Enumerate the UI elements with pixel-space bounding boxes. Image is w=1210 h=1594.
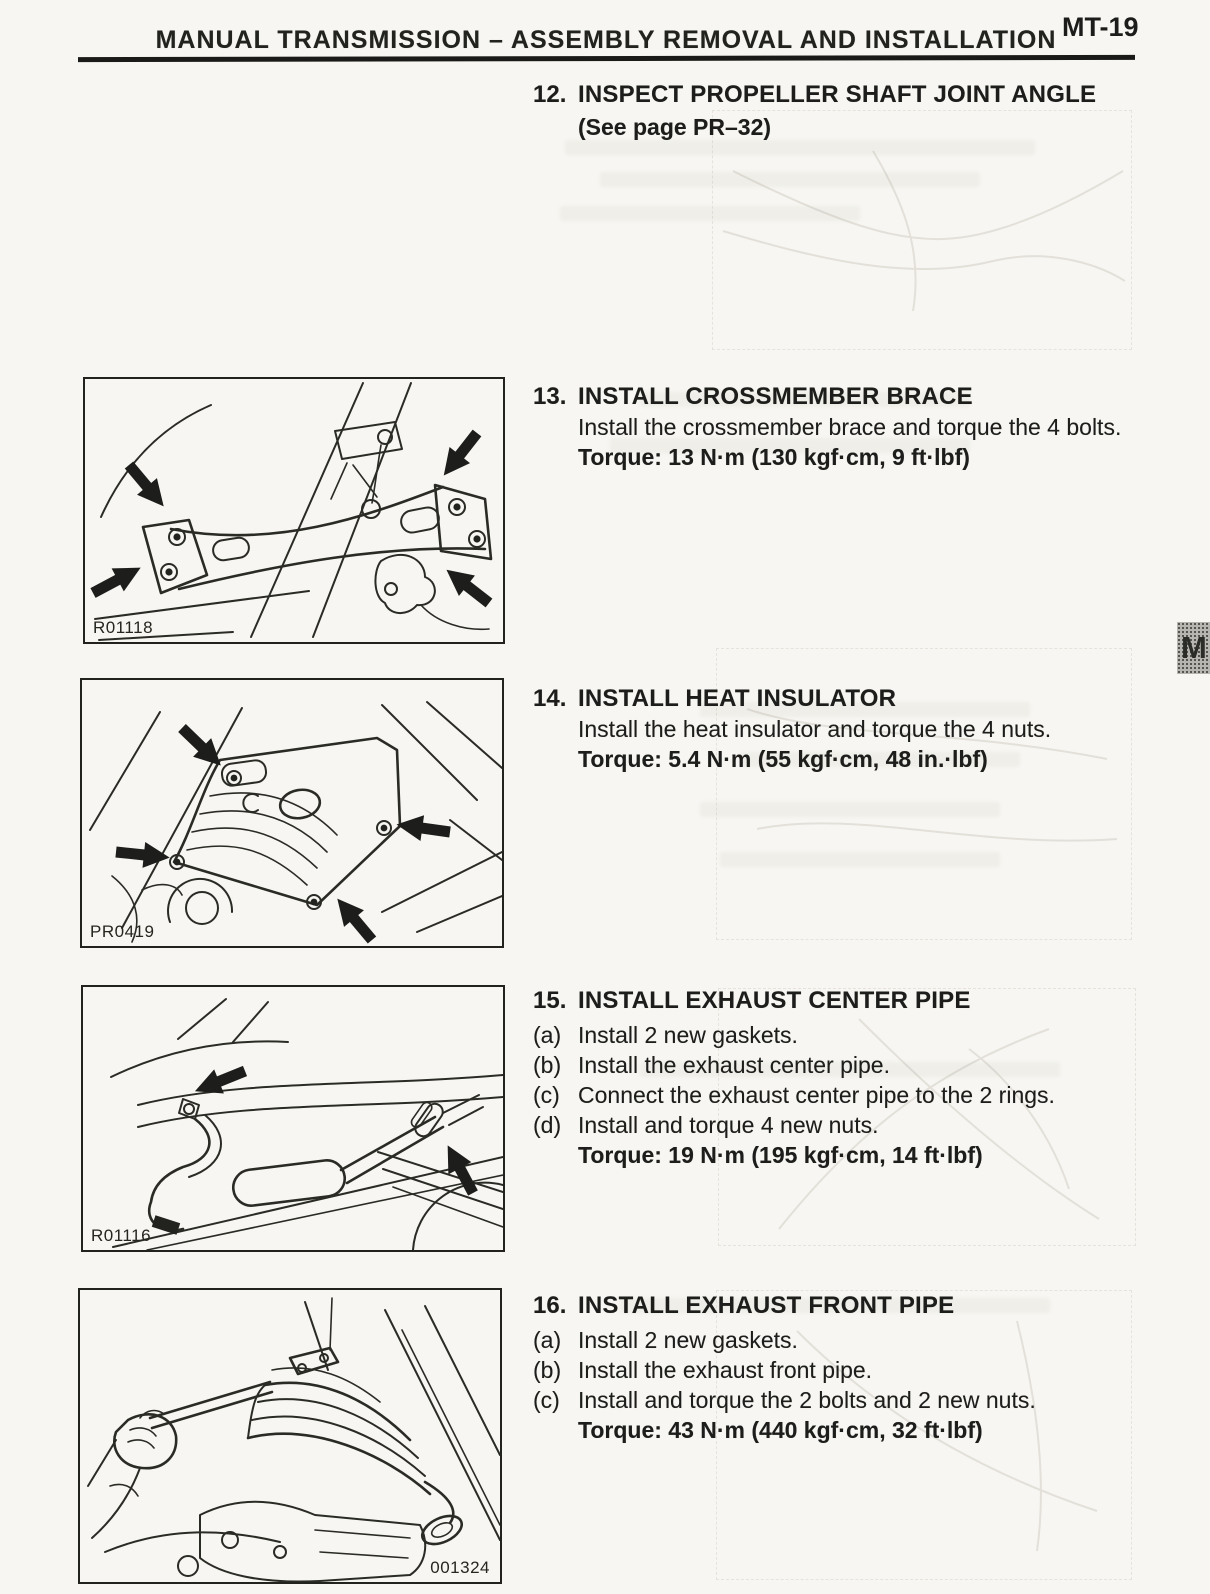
bleed-through-text: [720, 852, 1000, 867]
substep-label: (c): [533, 1082, 560, 1108]
substep: [533, 1020, 1193, 1050]
bleed-through-text: [700, 802, 1000, 817]
step-heading: [533, 382, 1193, 412]
substep: [533, 1050, 1193, 1080]
substep: [533, 1325, 1193, 1355]
step-heading: [533, 986, 1193, 1016]
figure-label: PR0419: [90, 922, 155, 941]
substep: [533, 1385, 1193, 1415]
step-number: 14.: [533, 685, 567, 712]
bleed-through-text: [600, 172, 980, 187]
header-rule: [78, 55, 1135, 62]
substep-text: Connect the exhaust center pipe to the 2 rings.: [578, 1082, 1055, 1108]
step-instruction: Install the heat insulator and torque the 4 nuts.: [578, 716, 1052, 742]
substep-text: Install the exhaust front pipe.: [578, 1357, 873, 1383]
step-14: [533, 684, 1193, 774]
substep-label: (b): [533, 1052, 562, 1078]
substep-label: (c): [533, 1387, 560, 1413]
exhaust-center-pipe-drawing: [83, 987, 503, 1250]
substep-label: (b): [533, 1357, 562, 1383]
figure-crossmember-brace: [83, 377, 505, 644]
torque-spec: Torque: 19 N·m (195 kgf·cm, 14 ft·lbf): [578, 1142, 983, 1168]
step-number: 13.: [533, 383, 567, 410]
bleed-through-text: [565, 140, 1035, 155]
step-heading: [533, 1291, 1193, 1321]
figure-label: 001324: [430, 1558, 490, 1577]
section-thumb-tab: [1177, 622, 1210, 674]
step-title: INSPECT PROPELLER SHAFT JOINT ANGLE: [578, 81, 1097, 108]
step-heading: [533, 80, 1193, 110]
substep-label: (a): [533, 1327, 562, 1353]
torque-spec: Torque: 13 N·m (130 kgf·cm, 9 ft·lbf): [578, 444, 970, 470]
section-thumb-tab-label: M: [1181, 630, 1207, 665]
step-16: [533, 1291, 1193, 1445]
crossmember-brace-drawing: [85, 379, 503, 642]
figure-label: R01116: [91, 1226, 152, 1245]
step-heading: [533, 684, 1193, 714]
step-title: INSTALL EXHAUST FRONT PIPE: [578, 1292, 955, 1319]
figure-exhaust-front-pipe: [78, 1288, 502, 1584]
step-page-reference: (See page PR–32): [578, 114, 772, 140]
step-title: INSTALL HEAT INSULATOR: [578, 685, 897, 712]
exhaust-front-pipe-drawing: [80, 1290, 500, 1582]
nut-arrow: [115, 719, 452, 946]
heat-insulator-drawing: [82, 680, 502, 946]
substep-text: Install and torque 4 new nuts.: [578, 1112, 879, 1138]
step-15: [533, 986, 1193, 1170]
step-title: INSTALL CROSSMEMBER BRACE: [578, 383, 973, 410]
torque-spec: Torque: 43 N·m (440 kgf·cm, 32 ft·lbf): [578, 1417, 983, 1443]
bolt-arrow: [87, 425, 497, 613]
substep-text: Install 2 new gaskets.: [578, 1327, 798, 1353]
bleed-through-text: [560, 206, 860, 221]
figure-label: R01118: [93, 618, 154, 637]
step-number: 12.: [533, 81, 567, 108]
substep: [533, 1355, 1193, 1385]
step-instruction: Install the crossmember brace and torque the 4 bolts.: [578, 414, 1122, 440]
figure-heat-insulator: [80, 678, 504, 948]
substep-text: Install the exhaust center pipe.: [578, 1052, 890, 1078]
substep: [533, 1080, 1193, 1110]
torque-spec: Torque: 5.4 N·m (55 kgf·cm, 48 in.·lbf): [578, 746, 988, 772]
step-number: 15.: [533, 987, 567, 1014]
step-title: INSTALL EXHAUST CENTER PIPE: [578, 987, 971, 1014]
substep-label: (d): [533, 1112, 562, 1138]
substep: [533, 1110, 1193, 1140]
step-12: [533, 80, 1193, 142]
substep-text: Install and torque the 2 bolts and 2 new nuts.: [578, 1387, 1036, 1413]
page-number: MT-19: [1062, 12, 1139, 42]
substep-label: (a): [533, 1022, 562, 1048]
figure-exhaust-center-pipe: [81, 985, 505, 1252]
step-13: [533, 382, 1193, 472]
step-number: 16.: [533, 1292, 567, 1319]
substep-text: Install 2 new gaskets.: [578, 1022, 798, 1048]
page-title: MANUAL TRANSMISSION – ASSEMBLY REMOVAL AND INSTALLATION: [155, 26, 1057, 54]
